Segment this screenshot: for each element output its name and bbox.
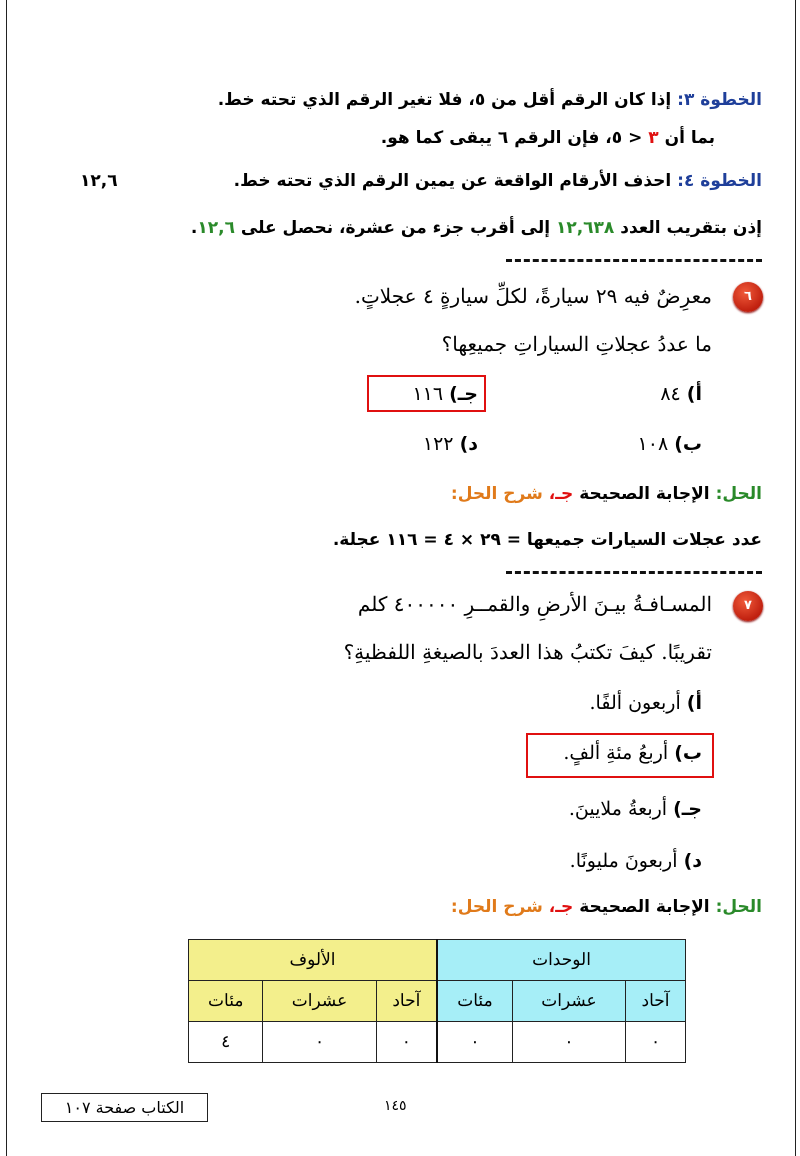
conclusion-num1: ١٢,٦٣٨ — [555, 218, 615, 238]
table-value-cell: ٤ — [189, 1022, 263, 1063]
step3-digit: ٣ — [648, 128, 659, 148]
q7-solution — [451, 897, 762, 917]
q6-option-a-label: أ) — [686, 383, 702, 405]
book-reference: الكتاب صفحة ١٠٧ — [41, 1093, 208, 1122]
table-header-cell: عشرات — [512, 981, 625, 1022]
q7-solution-label: الحل: — [715, 897, 762, 917]
table-value-cell: ٠ — [626, 1022, 686, 1063]
q6-option-b[interactable] — [638, 433, 702, 455]
q6-solution-text: الإجابة الصحيحة — [579, 484, 710, 504]
q7-option-d-label: د) — [683, 850, 702, 872]
step3-line2-a: بما أن — [664, 128, 715, 148]
q7-solution-text: الإجابة الصحيحة — [579, 897, 710, 917]
table-group-units: الوحدات — [437, 940, 685, 981]
table-header-cell: مئات — [189, 981, 263, 1022]
page-number: ١٤٥ — [384, 1098, 407, 1114]
conclusion-num2: ١٢,٦ — [197, 218, 235, 238]
q6-solution — [451, 484, 762, 504]
divider-1 — [506, 259, 762, 262]
question-6-badge: ٦ — [733, 282, 763, 312]
conclusion-a: إذن بتقريب العدد — [620, 218, 762, 238]
step4-result: ١٢,٦ — [80, 171, 118, 191]
q7-text-1: المسـافـةُ بيـنَ الأرضِ والقمــرِ ٤٠٠٠٠٠ كلم — [357, 592, 712, 616]
q7-option-b[interactable] — [563, 742, 702, 764]
q7-option-b-value: أربعُ مئةِ ألفٍ. — [563, 742, 669, 764]
q7-option-a[interactable] — [590, 692, 702, 714]
q6-text-1: معرِضٌ فيه ٢٩ سيارةً، لكلِّ سيارةٍ ٤ عجلاتٍ. — [354, 284, 712, 308]
step3-line — [218, 90, 762, 110]
q6-option-a-value: ٨٤ — [660, 383, 681, 405]
q6-solution-answer: جـ، — [548, 484, 574, 504]
conclusion-end: . — [190, 218, 198, 238]
table-header-cell: آحاد — [376, 981, 437, 1022]
q7-explain-label: شرح الحل: — [450, 897, 543, 917]
q6-solution-label: الحل: — [715, 484, 762, 504]
q7-option-d-value: أربعونَ مليونًا. — [569, 850, 678, 872]
q6-option-a[interactable] — [660, 383, 702, 405]
place-value-table — [188, 939, 686, 1063]
divider-2 — [506, 571, 762, 574]
q7-text-2: تقريبًا. كيفَ تكتبُ هذا العددَ بالصيغةِ اللفظيةِ؟ — [343, 640, 712, 664]
q6-option-d-value: ١٢٢ — [422, 433, 454, 455]
step4-text: احذف الأرقام الواقعة عن يمين الرقم الذي تحته خط. — [233, 171, 672, 191]
table-header-cell: مئات — [437, 981, 512, 1022]
q7-option-c-label: جـ) — [673, 798, 702, 820]
q7-solution-answer: جـ، — [548, 897, 574, 917]
q6-option-b-value: ١٠٨ — [637, 433, 669, 455]
q6-option-c-value: ١١٦ — [412, 383, 444, 405]
table-header-cell: عشرات — [263, 981, 376, 1022]
q6-option-b-label: ب) — [674, 433, 702, 455]
conclusion-line — [191, 218, 762, 238]
step3-label: الخطوة ٣: — [677, 90, 762, 110]
q6-option-c-label: جـ) — [449, 383, 478, 405]
step4-label: الخطوة ٤: — [677, 171, 762, 191]
table-value-cell: ٠ — [437, 1022, 512, 1063]
table-value-cell: ٠ — [376, 1022, 437, 1063]
q7-option-d[interactable] — [570, 850, 702, 872]
step4-line — [234, 171, 762, 191]
q7-option-a-value: أربعون ألفًا. — [589, 692, 681, 714]
question-7-badge: ٧ — [733, 591, 763, 621]
table-group-thousands: الألوف — [189, 940, 438, 981]
q6-text-2: ما عددُ عجلاتِ السياراتِ جميعِها؟ — [441, 332, 712, 356]
table-value-cell: ٠ — [263, 1022, 376, 1063]
step3-text: إذا كان الرقم أقل من ٥، فلا تغير الرقم الذي تحته خط. — [217, 90, 672, 110]
q7-option-a-label: أ) — [686, 692, 702, 714]
q6-option-c[interactable] — [412, 383, 478, 405]
q6-option-d-label: د) — [459, 433, 478, 455]
conclusion-b: إلى أقرب جزء من عشرة، نحصل على — [240, 218, 551, 238]
q7-option-c[interactable] — [569, 798, 702, 820]
table-value-cell: ٠ — [512, 1022, 625, 1063]
table-header-cell: آحاد — [626, 981, 686, 1022]
step3-line2 — [381, 128, 715, 148]
q6-option-d[interactable] — [423, 433, 478, 455]
step3-line2-b: < ٥، فإن الرقم ٦ يبقى كما هو. — [380, 128, 643, 148]
q7-option-b-label: ب) — [674, 742, 702, 764]
q6-explain-label: شرح الحل: — [450, 484, 543, 504]
q6-explanation: عدد عجلات السيارات جميعها = ٢٩ × ٤ = ١١٦ عجلة. — [332, 530, 762, 550]
q7-option-c-value: أربعةُ ملايينَ. — [568, 798, 668, 820]
